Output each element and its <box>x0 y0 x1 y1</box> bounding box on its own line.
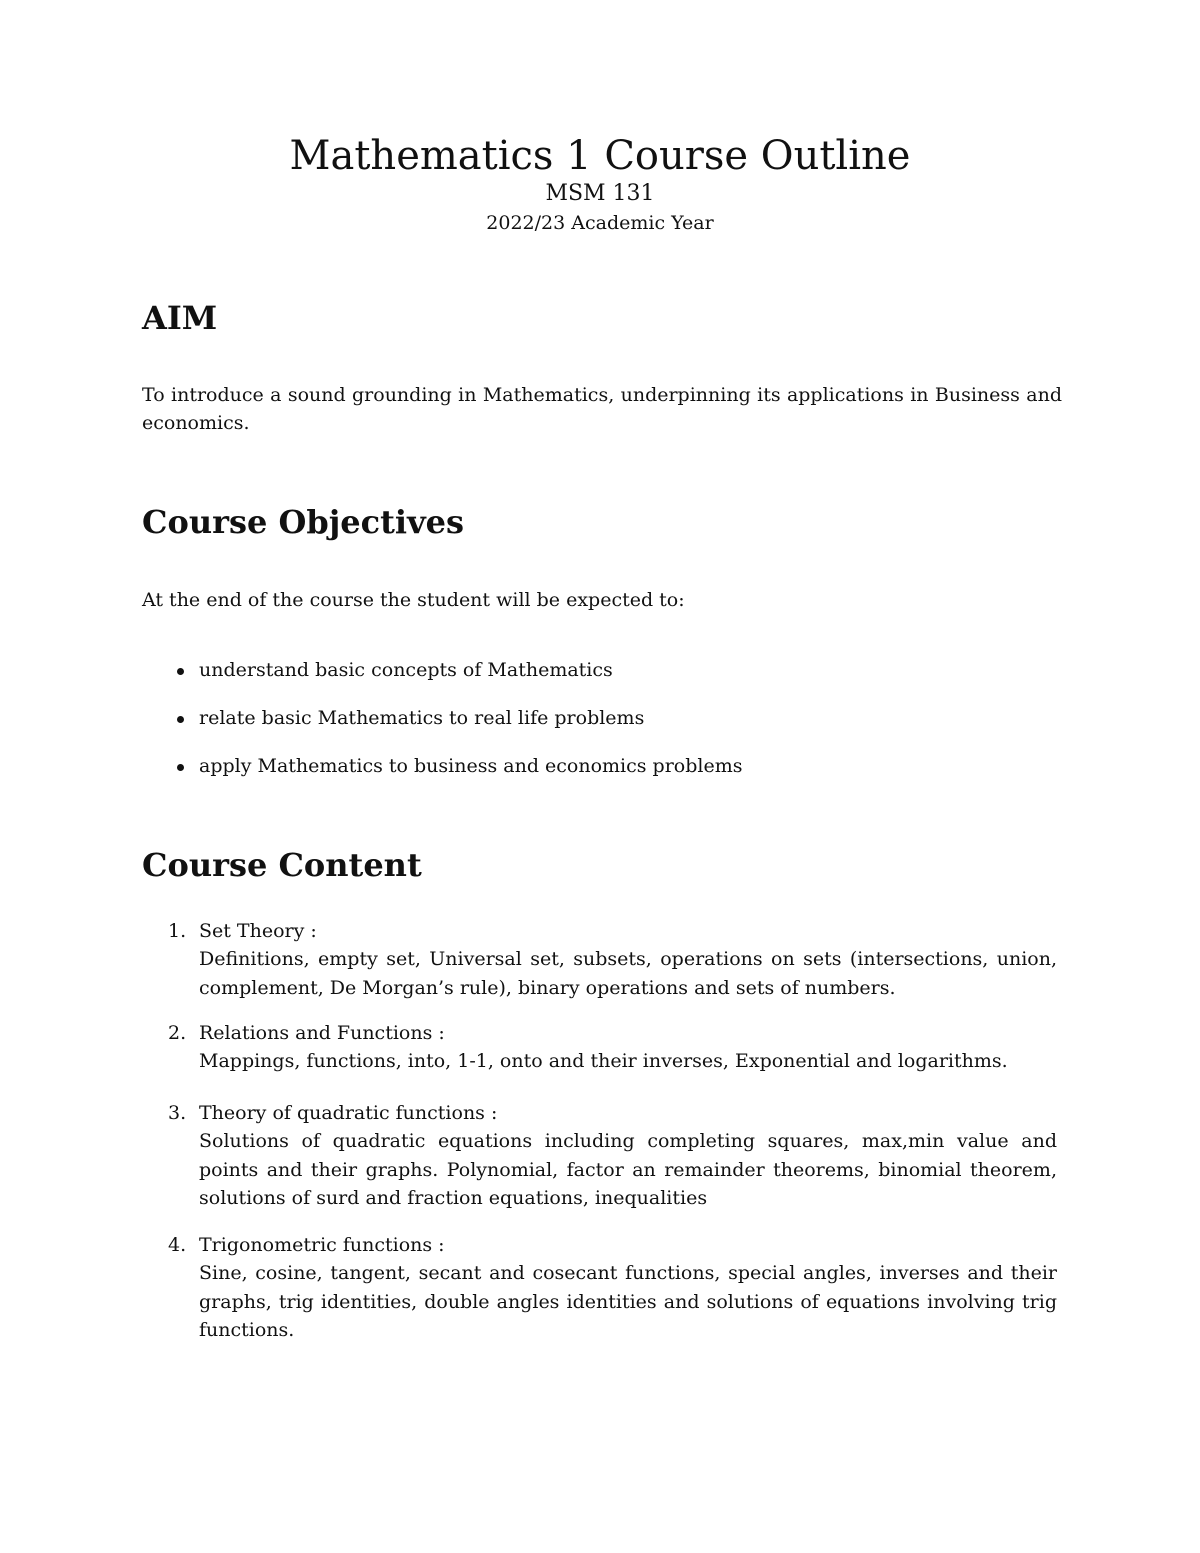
course-code: MSM 131 <box>545 181 655 206</box>
aim-text: To introduce a sound grounding in Mathematics, underpinning its applications in Business and economics. <box>142 384 1062 434</box>
content-item-set-theory <box>142 917 1062 1002</box>
list-item <box>142 752 1062 780</box>
item-title: Relations and Functions : <box>199 1022 445 1044</box>
list-item <box>142 656 1062 684</box>
bullet-icon <box>177 764 184 771</box>
content-heading: Course Content <box>142 846 422 884</box>
item-title: Theory of quadratic functions : <box>199 1102 498 1124</box>
aim-heading: AIM <box>142 299 218 337</box>
title-block <box>0 132 1200 238</box>
objective-text: understand basic concepts of Mathematics <box>199 659 613 681</box>
page-title: Mathematics 1 Course Outline <box>289 133 911 179</box>
objectives-intro: At the end of the course the student will be expected to: <box>142 589 685 611</box>
content-item-quadratics <box>142 1099 1062 1213</box>
objectives-heading: Course Objectives <box>142 503 465 541</box>
bullet-icon <box>177 716 184 723</box>
item-title: Trigonometric functions : <box>199 1234 445 1256</box>
list-item <box>142 704 1062 732</box>
content-item-relations <box>142 1019 1062 1076</box>
item-description: Mappings, functions, into, 1-1, onto and their inverses, Exponential and logarithms. <box>199 1050 1008 1072</box>
item-number: 4. <box>168 1234 187 1256</box>
academic-year: 2022/23 Academic Year <box>486 212 714 234</box>
content-item-trigonometry <box>142 1231 1062 1345</box>
item-number: 3. <box>168 1102 187 1124</box>
objective-text: apply Mathematics to business and economics problems <box>199 755 743 777</box>
bullet-icon <box>177 668 184 675</box>
item-description: Solutions of quadratic equations including completing squares, max,min value and points and their graphs. Polynomial, factor an remainder theorems, binomial theorem, solutions of surd and fraction equations, inequalities <box>199 1130 1057 1209</box>
item-number: 1. <box>168 920 187 942</box>
objectives-list <box>142 656 1062 800</box>
item-number: 2. <box>168 1022 187 1044</box>
item-description: Sine, cosine, tangent, secant and cosecant functions, special angles, inverses and their graphs, trig identities, double angles identities and solutions of equations involving trig functions. <box>199 1262 1057 1341</box>
objective-text: relate basic Mathematics to real life problems <box>199 707 645 729</box>
item-title: Set Theory : <box>199 920 317 942</box>
item-description: Definitions, empty set, Universal set, subsets, operations on sets (intersections, union, complement, De Morgan’s rule), binary operations and sets of numbers. <box>199 948 1057 999</box>
